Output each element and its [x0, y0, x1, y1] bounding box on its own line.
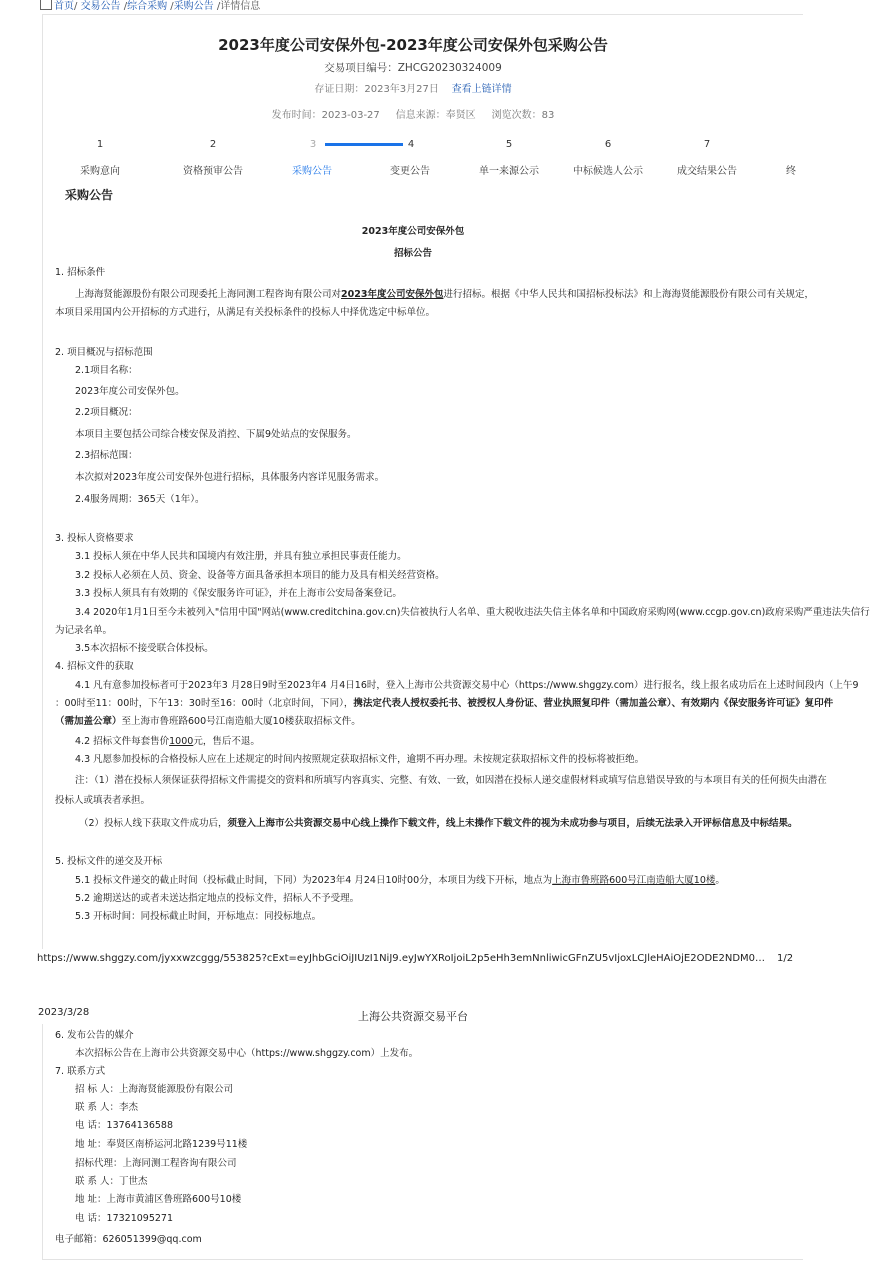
- doc-heading: 7. 联系方式: [55, 1066, 106, 1077]
- doc-line: 2.2项目概况：: [75, 407, 138, 418]
- doc-subtitle: 招标公告: [393, 248, 432, 259]
- step-prequalification[interactable]: 资格预审公告: [183, 166, 243, 177]
- doc-note: 投标人或填表者承担。: [55, 795, 151, 806]
- step-number: 7: [703, 139, 711, 150]
- doc-heading: 6. 发布公告的媒介: [55, 1030, 134, 1041]
- contact-line: 联 系 人：丁世杰: [75, 1176, 148, 1187]
- doc-heading: 2. 项目概况与招标范围: [55, 347, 153, 358]
- doc-line: 3.3 投标人须具有有效期的《保安服务许可证》，并在上海市公安局备案登记。: [75, 588, 402, 599]
- doc-line: 5.2 逾期送达的或者未送达指定地点的投标文件，招标人不予受理。: [75, 893, 360, 904]
- project-number: 交易项目编号：ZHCG20230324009: [324, 62, 502, 74]
- print-header-title: 上海公共资源交易平台: [358, 1010, 468, 1023]
- step-number: 3: [309, 139, 317, 150]
- doc-line: 4.1 凡有意参加投标者可于2023年3 月28日9时至2023年4 月4日16时，登入上海市公共资源交易中心（https://www.shggzy.com）进行报名，线上报名成功后在上述时间段内（上午9: [75, 680, 859, 691]
- view-count: 浏览次数：83: [491, 110, 555, 121]
- contact-line: 招标代理：上海同测工程咨询有限公司: [75, 1158, 237, 1169]
- step-number: 5: [505, 139, 513, 150]
- breadcrumb: 首页/ 交易公告 /综合采购 /采购公告 /详情信息: [40, 0, 260, 12]
- doc-line: 本次拟对2023年度公司安保外包进行招标，具体服务内容详见服务需求。: [75, 472, 385, 483]
- step-procurement-intent[interactable]: 采购意向: [80, 166, 120, 177]
- doc-line: （需加盖公章）至上海市鲁班路600号江南造船大厦10楼获取招标文件。: [55, 716, 361, 727]
- step-candidate[interactable]: 中标候选人公示: [573, 166, 643, 177]
- doc-heading: 5. 投标文件的递交及开标: [55, 856, 163, 867]
- step-termination[interactable]: 终: [786, 166, 796, 177]
- doc-paragraph: 上海海贤能源股份有限公司现委托上海同测工程咨询有限公司对2023年度公司安保外包进行招标。根据《中华人民共和国招标投标法》和上海海贤能源股份有限公司有关规定，: [75, 289, 814, 300]
- doc-line: 5.1 投标文件递交的截止时间（投标截止时间，下同）为2023年4 月24日10时00分，本项目为线下开标，地点为上海市鲁班路600号江南造船大厦10楼。: [75, 875, 725, 886]
- doc-line: 3.4 2020年1月1日至今未被列入"信用中国"网站(www.creditchina.gov.cn)失信被执行人名单、重大税收违法失信主体名单和中国政府采购网(www.ccgp.gov.cn)政府采购严重违法失信行: [75, 607, 870, 618]
- breadcrumb-current: 详情信息: [220, 1, 261, 12]
- step-number: 2: [209, 139, 217, 150]
- doc-line: 2023年度公司安保外包。: [75, 386, 185, 397]
- print-header-date: 2023/3/28: [38, 1007, 90, 1018]
- doc-heading: 1. 招标条件: [55, 267, 106, 278]
- info-source: 信息来源：奉贤区: [395, 110, 476, 121]
- doc-line: 4.2 招标文件每套售价1000元，售后不退。: [75, 736, 260, 747]
- step-number: 4: [407, 139, 415, 150]
- contact-line: 地 址：上海市黄浦区鲁班路600号10楼: [75, 1194, 242, 1205]
- doc-line: 3.2 投标人必须在人员、资金、设备等方面具备承担本项目的能力及具有相关经营资格。: [75, 570, 445, 581]
- step-change-notice[interactable]: 变更公告: [390, 166, 430, 177]
- doc-heading: 3. 投标人资格要求: [55, 533, 134, 544]
- step-number: 6: [604, 139, 612, 150]
- doc-note: 注：（1）潜在投标人须保证获得招标文件需提交的资料和所填写内容真实、完整、有效、一致，如因潜在投标人递交虚假材料或填写信息错误导致的与本项目有关的任何损失由潜在: [75, 775, 827, 786]
- step-procurement-notice[interactable]: 采购公告: [292, 166, 332, 177]
- store-date: 存证日期：2023年3月27日: [314, 84, 439, 95]
- doc-line: 3.1 投标人须在中华人民共和国境内有效注册，并具有独立承担民事责任能力。: [75, 551, 407, 562]
- publish-meta: [0, 106, 826, 121]
- contact-line: 电 话：17321095271: [75, 1213, 174, 1224]
- doc-line: 本项目主要包括公司综合楼安保及消控、下属9处站点的安保服务。: [75, 429, 357, 440]
- doc-heading: 4. 招标文件的获取: [55, 661, 134, 672]
- contact-email: 电子邮箱：626051399@qq.com: [55, 1234, 202, 1245]
- doc-line: 本次招标公告在上海市公共资源交易中心（https://www.shggzy.com）上发布。: [75, 1048, 419, 1059]
- step-result[interactable]: 成交结果公告: [677, 166, 737, 177]
- step-single-source[interactable]: 单一来源公示: [479, 166, 539, 177]
- breadcrumb-item-comprehensive[interactable]: 综合采购: [127, 1, 168, 12]
- doc-line: 为记录名单。: [55, 625, 113, 636]
- contact-line: 地 址：奉贤区南桥运河北路1239号11楼: [75, 1139, 248, 1150]
- breadcrumb-item-trade[interactable]: 交易公告: [80, 1, 121, 12]
- doc-title: 2023年度公司安保外包: [361, 226, 465, 237]
- contact-line: 电 话：13764136588: [75, 1120, 174, 1131]
- page-title: 2023年度公司安保外包-2023年度公司安保外包采购公告: [218, 36, 608, 54]
- doc-line: ：00时至11：00时，下午13：30时至16：00时（北京时间，下同），携法定代表人授权委托书、被授权人身份证、营业执照复印件（需加盖公章）、有效期内《保安服务许可证》复印件: [55, 698, 834, 709]
- doc-line: 2.1项目名称：: [75, 365, 138, 376]
- doc-line: 5.3 开标时间：同投标截止时间，开标地点：同投标地点。: [75, 911, 322, 922]
- store-info: [0, 80, 826, 95]
- publish-time: 发布时间：2023-03-27: [271, 110, 380, 121]
- doc-line: 3.5本次招标不接受联合体投标。: [75, 643, 214, 654]
- step-number: 1: [96, 139, 104, 150]
- contact-line: 招 标 人：上海海贤能源股份有限公司: [75, 1084, 234, 1095]
- chain-detail-link[interactable]: 查看上链详情: [451, 84, 512, 95]
- breadcrumb-home[interactable]: 首页: [54, 1, 74, 12]
- doc-line: 2.4服务周期：365天（1年）。: [75, 494, 205, 505]
- print-footer-url: https://www.shggzy.com/jyxxwzcggg/553825?cExt=eyJhbGciOiJIUzI1NiJ9.eyJwYXRoIjoiL2p5eHh3emNnliwicGFnZU5vIjoxLCJleHAiOjE2ODE2NDM0…: [37, 953, 766, 964]
- doc-line: 2.3招标范围：: [75, 450, 138, 461]
- breadcrumb-item-procurement[interactable]: 采购公告: [173, 1, 214, 12]
- doc-line: 4.3 凡愿参加投标的合格投标人应在上述规定的时间内按照规定获取招标文件，逾期不再办理。未按规定获取招标文件的投标将被拒绝。: [75, 754, 645, 765]
- print-page-number: 1/2: [777, 953, 794, 964]
- contact-line: 联 系 人：李杰: [75, 1102, 139, 1113]
- home-icon[interactable]: [40, 0, 52, 10]
- doc-paragraph: 本项目采用国内公开招标的方式进行，从满足有关投标条件的投标人中择优选定中标单位。: [55, 307, 436, 318]
- doc-note: （2）投标人线下获取文件成功后，须登入上海市公共资源交易中心线上操作下载文件，线上未操作下载文件的视为未成功参与项目，后续无法录入开评标信息及中标结果。: [79, 818, 798, 829]
- section-heading: 采购公告: [65, 188, 114, 202]
